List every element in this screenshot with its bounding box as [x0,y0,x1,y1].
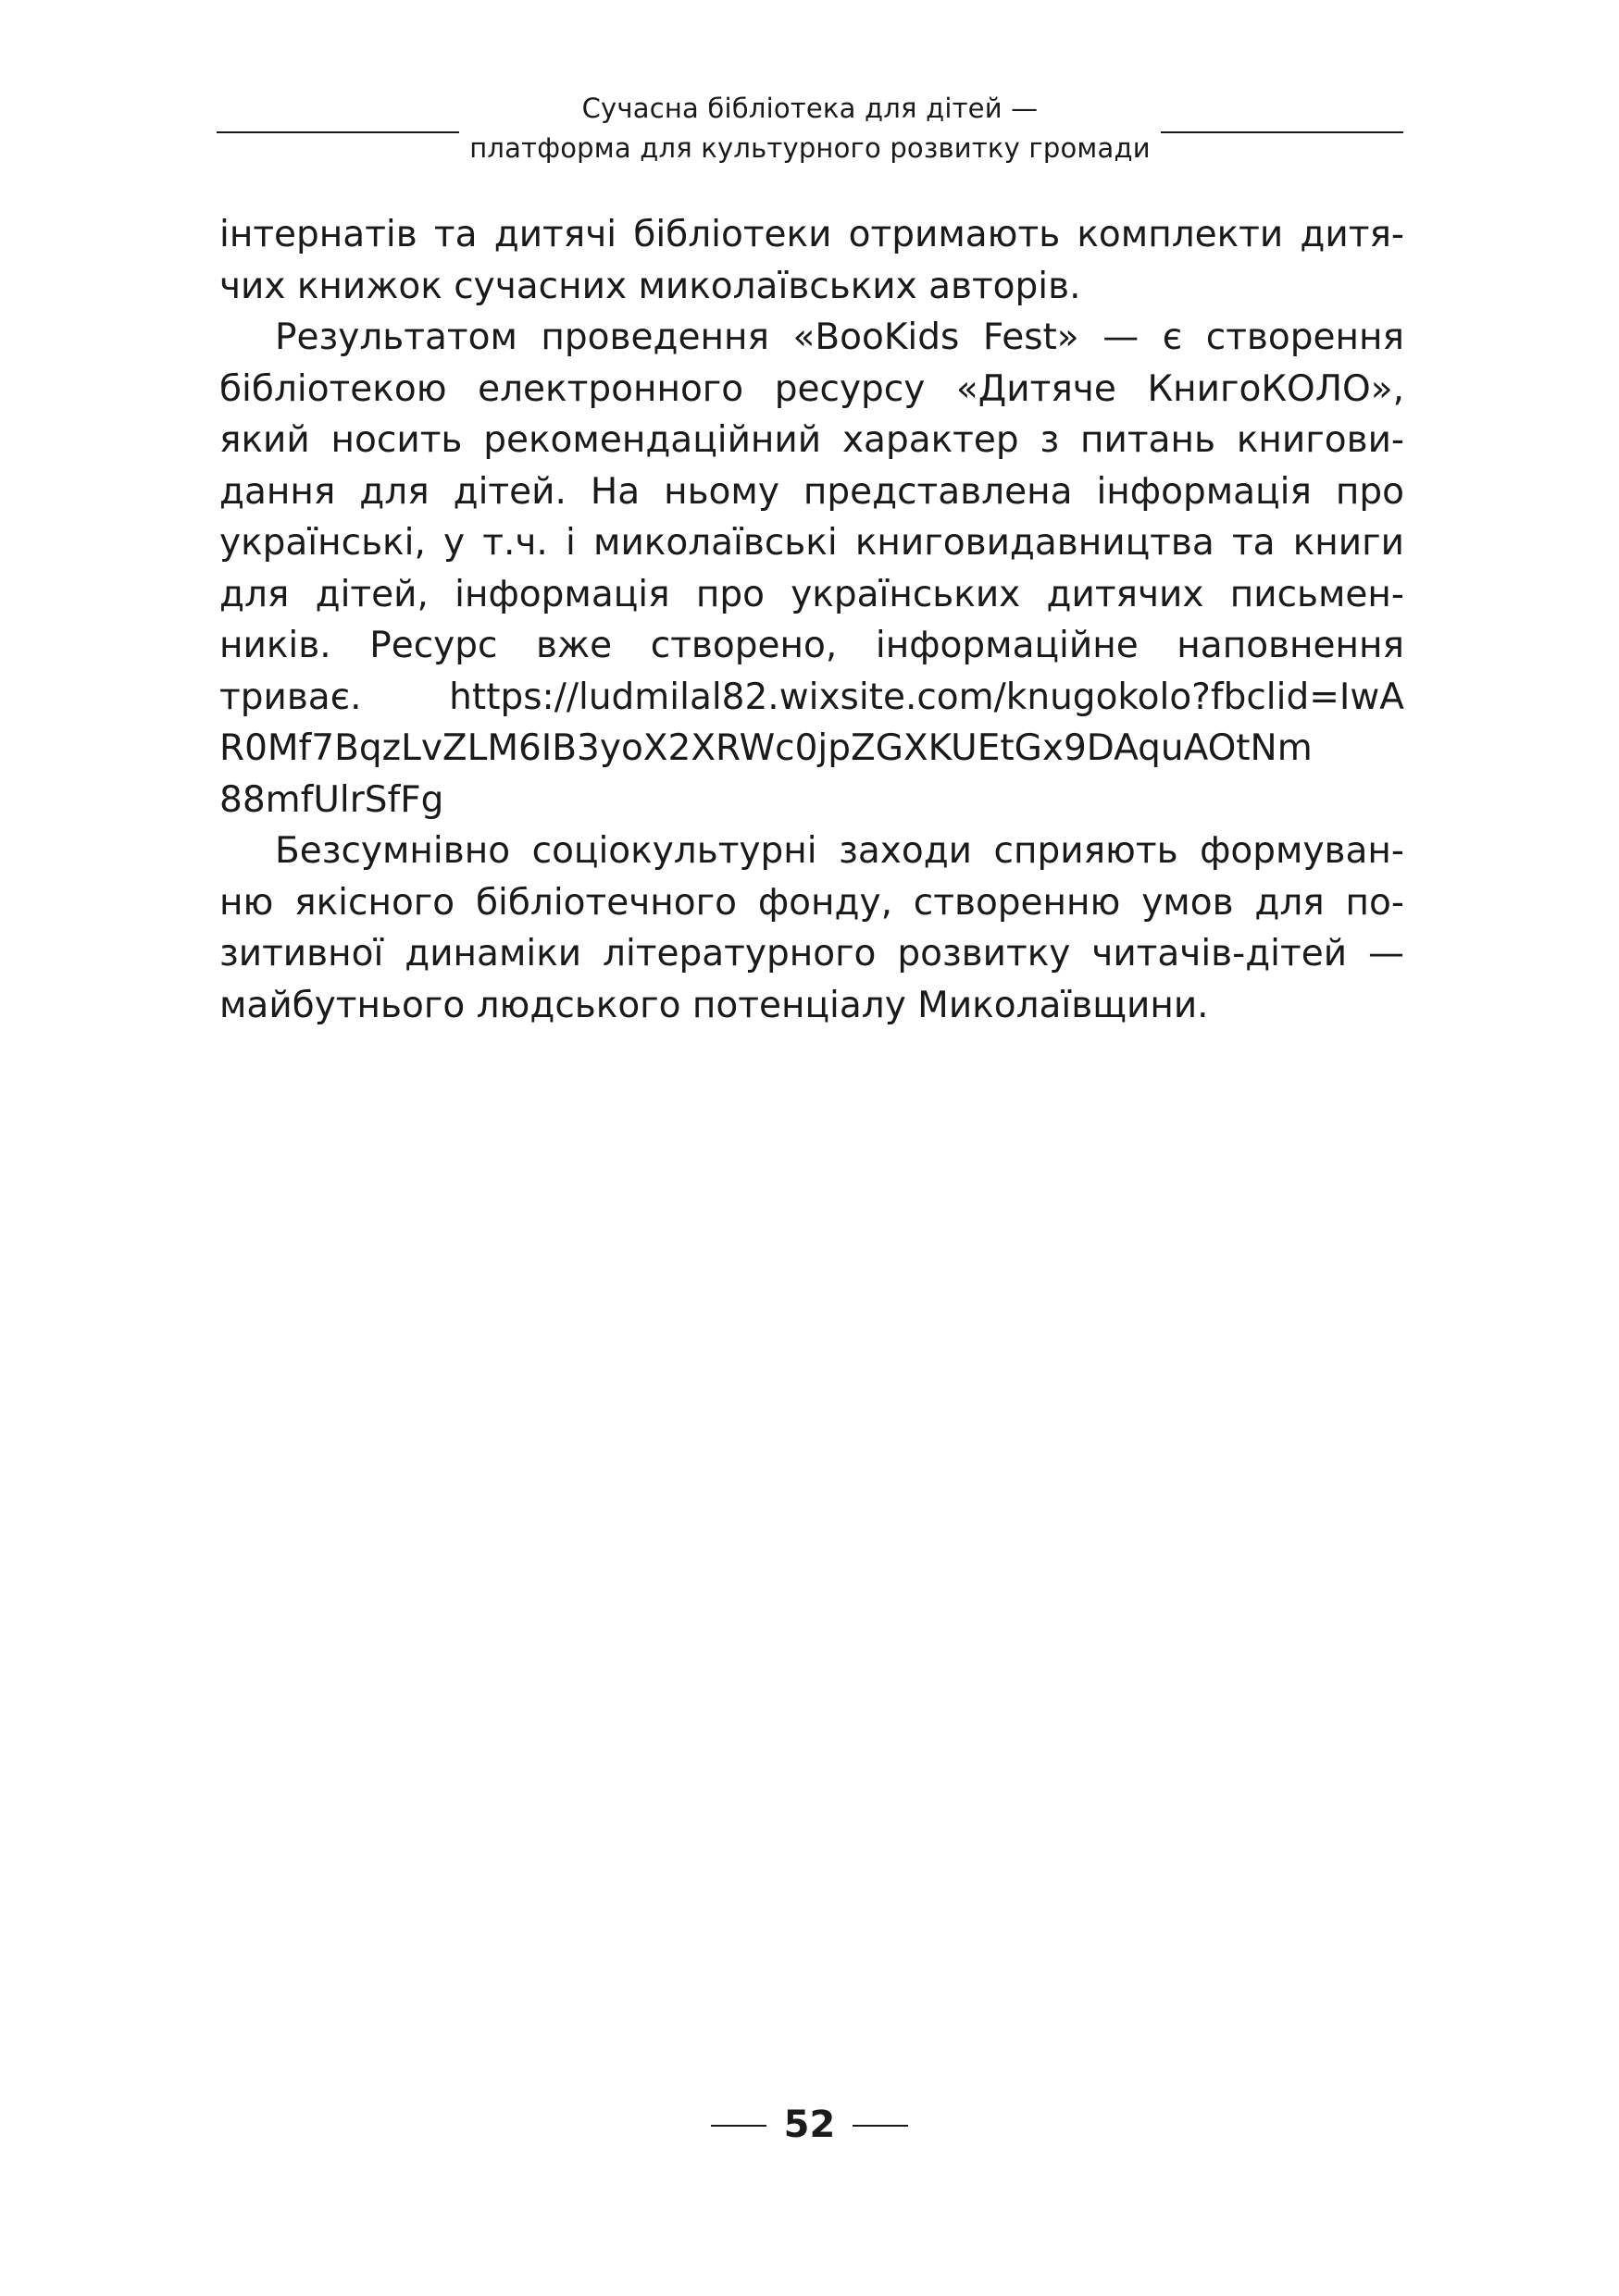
text-line: для дітей, інформація про українських дитячих письмен- [219,573,1404,615]
page-number: 52 [783,2104,836,2146]
text-line: дання для дітей. На ньому представлена інформація про [219,470,1404,513]
body-text [219,209,1404,1031]
url-line[interactable]: 88mfUlrSfFg [219,778,444,821]
footer-rule-right [853,2125,908,2127]
text-line: бібліотекою електронного ресурсу «Дитяче КнигоКОЛО», [219,367,1404,410]
text-line: Результатом проведення «BooKids Fest» — є створення [275,316,1404,358]
text-line: ників. Ресурс вже створено, інформаційне наповнення [219,625,1404,666]
url-line[interactable]: триває. https://ludmilal82.wixsite.com/knugokolo?fbclid=IwA [219,676,1404,718]
text-line: який носить рекомендаційний характер з питань книгови- [219,419,1404,461]
url-line[interactable]: R0Mf7BqzLvZLM6IB3yoX2XRWc0jpZGXKUEtGx9DAquAOtNm [219,727,1313,769]
running-header [217,89,1403,172]
text-line: чих книжок сучасних миколаївських авторів. [219,265,1081,307]
header-rule-left [217,131,459,133]
text-line: зитивної динаміки літературного розвитку читачів-дітей — [219,933,1404,974]
footer-rule-left [711,2125,766,2127]
text-line: Безсумнівно соціокультурні заходи сприяють формуван- [275,830,1404,872]
text-line: українські, у т.ч. і миколаївські книговидавництва та книги [219,522,1404,564]
page-footer [0,2099,1619,2151]
header-rule-right [1161,131,1403,133]
running-header-title [459,89,1161,168]
header-title-line: платформа для культурного розвитку громади [469,132,1151,164]
header-title-line: Сучасна бібліотека для дітей — [581,93,1039,124]
text-line: інтернатів та дитячі бібліотеки отримають комплекти дитя- [219,214,1404,255]
text-line: ню якісного бібліотечного фонду, створенню умов для по- [219,881,1404,924]
text-line: майбутнього людського потенціалу Миколаївщини. [219,984,1209,1026]
